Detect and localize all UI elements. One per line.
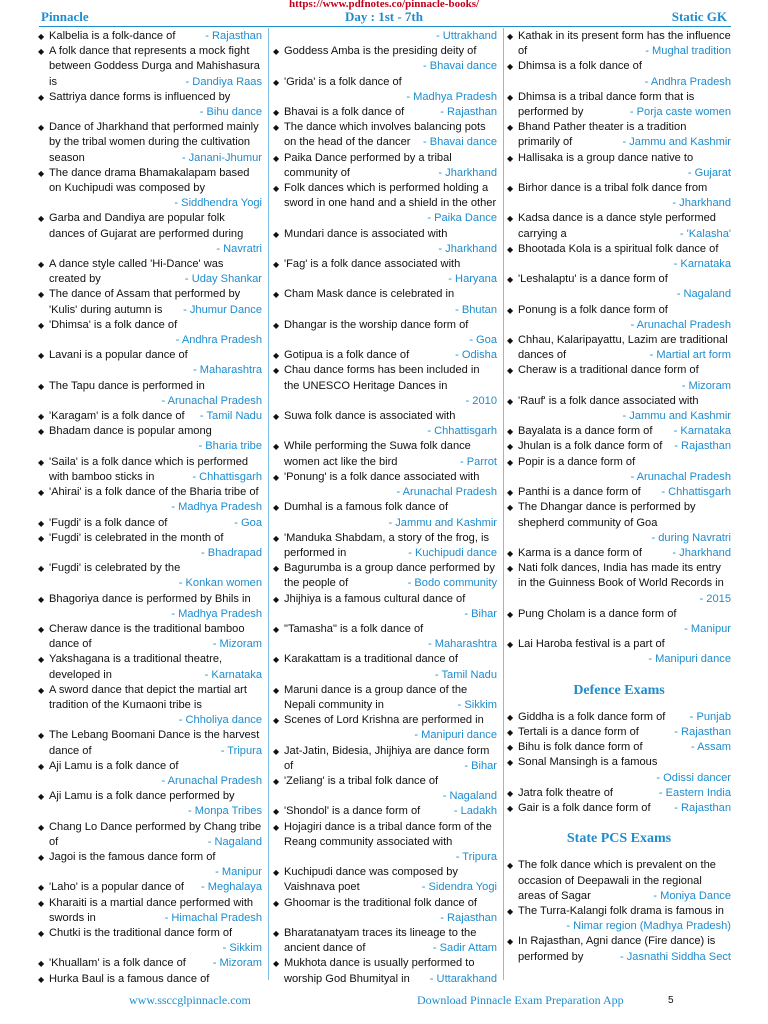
fact-question: Jatra folk theatre of (518, 786, 613, 799)
fact-question: The dance which involves balancing pots on the head of the dancer (284, 121, 486, 149)
fact-question: Kuchipudi dance was composed by Vaishnava poet (284, 866, 458, 894)
fact-item (273, 561, 497, 591)
fact-item (507, 904, 731, 934)
fact-item (38, 287, 262, 317)
fact-item (38, 166, 262, 212)
fact-question: The Tapu dance is performed in (49, 379, 205, 392)
fact-item (507, 786, 731, 801)
fact-answer: - Arunachal Pradesh (630, 470, 731, 483)
fact-question: 'Leshalaptu' is a dance form of (518, 273, 668, 286)
fact-question: Panthi is a dance form of (518, 486, 641, 499)
fact-item (38, 409, 262, 424)
fact-item (507, 561, 731, 607)
fact-answer: - Janani-Jhumur (181, 151, 262, 164)
fact-item (38, 29, 262, 44)
fact-question: Tertali is a dance form of (518, 725, 639, 738)
fact-question: Jhijhiya is a famous cultural dance of (284, 592, 466, 605)
fact-answer: - Jharkhand (438, 242, 497, 255)
fact-question: Cheraw is a traditional dance form of (518, 364, 699, 377)
fact-question: Dhimsa is a folk dance of (518, 60, 642, 73)
fact-answer: - Rajasthan (205, 30, 262, 42)
fact-item (507, 211, 731, 241)
fact-item (507, 546, 731, 561)
fact-item (507, 363, 731, 393)
fact-question: Chau dance forms has been included in the UNESCO Heritage Dances in (284, 364, 480, 392)
fact-question: Suwa folk dance is associated with (284, 410, 456, 423)
fact-answer: - Manipuri dance (648, 653, 731, 666)
fact-question: Nati folk dances, India has made its entry in the Guinness Book of World Records in (518, 562, 724, 590)
fact-answer: - Jasnathi Siddha Sect (619, 950, 731, 963)
fact-question: Birhor dance is a tribal folk dance from (518, 182, 708, 195)
fact-item (38, 683, 262, 729)
fact-answer: - Karnataka (673, 258, 731, 271)
fact-answer: - Konkan women (178, 577, 262, 590)
fact-question: Dance of Jharkhand that performed mainly by the tribal women during the cultivation season (49, 121, 259, 164)
fact-question: 'Fugdi' is a folk dance of (49, 516, 168, 529)
fact-question: Jagoi is the famous dance form of (49, 850, 216, 863)
fact-item (38, 424, 262, 454)
fact-answer: - Chhattisgarh (427, 425, 497, 438)
fact-question: Pung Cholam is a dance form of (518, 607, 677, 620)
fact-question: 'Rauf' is a folk dance associated with (518, 394, 699, 407)
fact-question: Bhand Pather theater is a tradition primarily of (518, 121, 687, 149)
fact-question: Jhulan is a folk dance form of (518, 440, 663, 453)
fact-question: Gotipua is a folk dance of (284, 349, 410, 362)
fact-item (38, 90, 262, 120)
fact-question: The dance of Assam that performed by 'Kulis' during autumn is (49, 288, 241, 316)
fact-question: 'Grida' is a folk dance of (284, 75, 402, 88)
fact-item (507, 242, 731, 272)
fact-answer: - Karnataka (204, 668, 262, 681)
fact-question: Sonal Mansingh is a famous (518, 756, 658, 769)
fact-item (273, 820, 497, 866)
fact-question: Goddess Amba is the presiding deity of (284, 45, 477, 58)
fact-answer: - Odisha (455, 349, 497, 362)
fact-answer: - Meghalaya (200, 881, 262, 894)
fact-question: 'Laho' is a popular dance of (49, 881, 184, 894)
fact-answer: - Arunachal Pradesh (396, 486, 497, 499)
fact-answer: - Manipuri dance (414, 729, 497, 742)
fact-question: Maruni dance is a group dance of the Nepali community in (284, 683, 468, 711)
column-3 (507, 29, 731, 965)
fact-question: Bagurumba is a group dance performed by the people of (284, 562, 495, 590)
fact-item (507, 394, 731, 424)
fact-item (273, 683, 497, 713)
fact-answer: - Goa (234, 516, 262, 529)
footer-app-link[interactable]: Download Pinnacle Exam Preparation App (417, 993, 624, 1007)
fact-answer: - Nagaland (676, 288, 731, 301)
fact-item (273, 29, 497, 44)
fact-item (38, 592, 262, 622)
fact-question: 'Karagam' is a folk dance of (49, 410, 185, 423)
fact-answer: - Tamil Nadu (199, 410, 262, 423)
fact-answer: - Paika Dance (427, 212, 497, 225)
fact-answer: - Sikkim (457, 698, 497, 711)
fact-question: Chang Lo Dance performed by Chang tribe of (49, 820, 262, 848)
fact-item (38, 531, 262, 561)
fact-question: While performing the Suwa folk dance women act like the bird (284, 440, 471, 468)
fact-question: 'Ponung' is a folk dance associated with (284, 470, 480, 483)
fact-item (38, 820, 262, 850)
fact-answer: - Ladakh (453, 805, 497, 818)
fact-item (507, 485, 731, 500)
fact-question: Lavani is a popular dance of (49, 349, 188, 362)
fact-answer: - Madhya Pradesh (406, 90, 497, 103)
fact-answer: - 2010 (465, 394, 497, 407)
fact-question: The Turra-Kalangi folk drama is famous in (518, 904, 724, 917)
fact-answer: - Jharkhand (672, 197, 731, 210)
fact-answer: - Bhutan (455, 303, 497, 316)
fact-question: Kathak in its present form has the influence of (518, 30, 731, 58)
fact-answer: - Odissi dancer (656, 771, 731, 784)
section-heading-pcs: State PCS Exams (566, 831, 672, 847)
fact-item (38, 652, 262, 682)
fact-question: Popir is a dance form of (518, 455, 636, 468)
header-rule (39, 26, 731, 27)
fact-item (507, 303, 731, 333)
fact-question: Chhau, Kalaripayattu, Lazim are traditional dances of (518, 334, 728, 362)
fact-item (273, 44, 497, 74)
fact-question: Dhangar is the worship dance form of (284, 318, 469, 331)
fact-item (507, 710, 731, 725)
fact-question: In Rajasthan, Agni dance (Fire dance) is performed by (518, 935, 716, 963)
fact-item (38, 485, 262, 515)
fact-answer: - Dandiya Raas (185, 75, 262, 88)
fact-answer: - Nagaland (442, 790, 497, 803)
fact-answer: - Porja caste women (629, 106, 731, 119)
fact-answer: - Arunachal Pradesh (161, 774, 262, 787)
fact-answer: - Monpa Tribes (188, 805, 262, 818)
fact-answer: - Rajasthan (674, 725, 731, 738)
fact-item (38, 44, 262, 90)
fact-item (507, 637, 731, 667)
fact-answer: - Bihar (464, 607, 497, 620)
fact-answer: - Bhavai dance (422, 136, 497, 149)
fact-question: Bhavai is a folk dance of (284, 106, 405, 119)
fact-answer: - during Navratri (651, 531, 731, 544)
fact-answer: - Haryana (448, 273, 497, 286)
fact-answer: - Jharkhand (438, 166, 497, 179)
fact-answer: - Manipur (215, 866, 262, 879)
fact-item (507, 272, 731, 302)
fact-question: 'Shondol' is a dance form of (284, 805, 421, 818)
fact-answer: - Chhattisgarh (192, 470, 262, 483)
fact-question: 'Ahirai' is a folk dance of the Bharia tribe of (49, 486, 259, 499)
fact-answer: - Sadir Attam (432, 942, 497, 955)
fact-item (38, 318, 262, 348)
fact-item (507, 607, 731, 637)
fact-answer: - Punjab (689, 710, 731, 723)
fact-item (38, 880, 262, 895)
fact-answer: - Chholiya dance (178, 714, 262, 727)
fact-item (38, 211, 262, 257)
fact-answer: - Bodo community (407, 577, 497, 590)
fact-item (273, 531, 497, 561)
fact-question: Aji Lamu is a folk dance of (49, 759, 179, 772)
fact-answer: - 'Kalasha' (679, 227, 731, 240)
fact-question: Gair is a folk dance form of (518, 801, 651, 814)
fact-item (507, 181, 731, 211)
fact-question: Karma is a dance form of (518, 546, 642, 559)
fact-question: Giddha is a folk dance form of (518, 710, 666, 723)
fact-item (507, 740, 731, 755)
fact-question: Karakattam is a traditional dance of (284, 653, 458, 666)
fact-item (38, 850, 262, 880)
fact-item (273, 896, 497, 926)
fact-answer: - Bihar (464, 759, 497, 772)
fact-question: Lai Haroba festival is a part of (518, 638, 665, 651)
fact-answer: - Maharashtra (192, 364, 262, 377)
fact-answer: - Uday Shankar (184, 273, 262, 286)
fact-question: A folk dance that represents a mock fight between Goddess Durga and Mahishasura is (49, 45, 260, 88)
fact-question: Kharaiti is a martial dance performed with swords in (49, 896, 254, 924)
fact-question: 'Saila' is a folk dance which is performed with bamboo sticks in (49, 455, 249, 483)
fact-question: Aji Lamu is a folk dance performed by (49, 790, 235, 803)
fact-item (507, 455, 731, 485)
fact-answer: - Goa (469, 334, 497, 347)
fact-item (38, 896, 262, 926)
fact-item (273, 652, 497, 682)
fact-question: Dumhal is a famous folk dance of (284, 501, 449, 514)
fact-item (38, 561, 262, 591)
fact-item (273, 956, 497, 986)
fact-answer: - Tripura (455, 850, 497, 863)
fact-question: Kalbelia is a folk-dance of (49, 30, 176, 42)
fact-question: Hurka Baul is a famous dance of (49, 972, 210, 985)
fact-answer: - Siddhendra Yogi (174, 197, 262, 210)
fact-item (273, 181, 497, 227)
fact-item (38, 120, 262, 166)
fact-answer: - Rajasthan (674, 440, 731, 453)
fact-answer: - Parrot (460, 455, 497, 468)
fact-answer: - Manipur (684, 622, 731, 635)
fact-item (38, 926, 262, 956)
fact-question: 'Dhimsa' is a folk dance of (49, 318, 178, 331)
fact-question: Sattriya dance forms is influenced by (49, 90, 231, 103)
fact-answer: - 2015 (699, 592, 731, 605)
fact-item (38, 789, 262, 819)
subject-label: Static GK (671, 9, 727, 24)
footer-website-link[interactable]: www.ssccglpinnacle.com (129, 993, 251, 1007)
fact-question: Bayalata is a dance form of (518, 425, 653, 438)
fact-item (38, 759, 262, 789)
fact-answer: - Arunachal Pradesh (161, 394, 262, 407)
fact-item (273, 75, 497, 105)
fact-item (507, 858, 731, 904)
fact-question: "Tamasha" is a folk dance of (284, 622, 424, 635)
fact-question: Ponung is a folk dance form of (518, 303, 668, 316)
fact-item (507, 90, 731, 120)
fact-item (273, 409, 497, 439)
fact-item (38, 257, 262, 287)
fact-answer: - Madhya Pradesh (171, 501, 262, 514)
fact-question: 'Fugdi' is celebrated by the (49, 562, 181, 575)
fact-answer: - Jammu and Kashmir (622, 136, 731, 149)
fact-answer: - Rajasthan (440, 106, 497, 119)
fact-question: Paika Dance performed by a tribal community of (284, 151, 452, 179)
fact-item (273, 500, 497, 530)
fact-item (273, 318, 497, 348)
fact-answer: - Jammu and Kashmir (388, 516, 497, 529)
fact-item (507, 934, 731, 964)
column-2 (273, 29, 497, 987)
fact-answer: - Bhadrapad (200, 546, 262, 559)
fact-answer: - Jharkhand (672, 546, 731, 559)
fact-question: Hallisaka is a group dance native to (518, 151, 694, 164)
fact-item (273, 592, 497, 622)
column-1 (38, 29, 262, 987)
fact-question: Ghoomar is the traditional folk dance of (284, 896, 478, 909)
fact-answer: - Kuchipudi dance (408, 546, 497, 559)
column-divider (503, 28, 504, 980)
fact-answer: - Mizoram (212, 638, 262, 651)
fact-item (507, 725, 731, 740)
fact-question: Scenes of Lord Krishna are performed in (284, 714, 484, 727)
fact-question: Folk dances which is performed holding a sword in one hand and a shield in the other (284, 182, 497, 210)
fact-question: Garba and Dandiya are popular folk dances of Gujarat are performed during (49, 212, 244, 240)
fact-answer: - Gujarat (687, 166, 731, 179)
fact-answer: - Tamil Nadu (434, 668, 497, 681)
fact-answer: - Navratri (216, 242, 262, 255)
fact-item (507, 151, 731, 181)
fact-question: Cham Mask dance is celebrated in (284, 288, 455, 301)
fact-answer: - Nimar region (Madhya Pradesh) (566, 920, 731, 933)
fact-item (273, 713, 497, 743)
fact-item (273, 470, 497, 500)
fact-answer: - Mizoram (212, 957, 262, 970)
fact-answer: - Himachal Pradesh (164, 911, 262, 924)
fact-item (273, 287, 497, 317)
fact-question: Mundari dance is associated with (284, 227, 448, 240)
fact-answer: - Maharashtra (427, 638, 497, 651)
fact-answer: - Arunachal Pradesh (630, 318, 731, 331)
fact-item (273, 804, 497, 819)
fact-item (273, 105, 497, 120)
fact-answer: - Karnataka (673, 425, 731, 438)
fact-question: 'Fugdi' is celebrated in the month of (49, 531, 224, 544)
source-url[interactable]: https://www.pdfnotes.co/pinnacle-books/ (288, 0, 480, 10)
day-label: Day : 1st - 7th (345, 9, 423, 24)
page-number: 5 (668, 995, 674, 1006)
fact-item (273, 227, 497, 257)
fact-answer: - Uttarakhand (429, 972, 497, 985)
fact-answer: - Moniya Dance (653, 889, 731, 902)
fact-item (273, 439, 497, 469)
fact-question: Mukhota dance is usually performed to worship God Bhumityal in (284, 957, 475, 985)
fact-item (273, 926, 497, 956)
fact-item (273, 865, 497, 895)
fact-item (38, 728, 262, 758)
fact-answer: - Tripura (220, 744, 262, 757)
fact-answer: - Chhattisgarh (661, 486, 731, 499)
fact-answer: - Bihu dance (199, 106, 262, 119)
fact-question: Dhimsa is a tribal dance form that is performed by (518, 90, 695, 119)
fact-item (38, 972, 262, 987)
fact-answer: - Bharia tribe (198, 440, 262, 453)
fact-item (507, 755, 731, 785)
fact-question: Bihu is folk dance form of (518, 741, 643, 754)
fact-question: The Lebang Boomani Dance is the harvest dance of (49, 729, 260, 757)
fact-question: The Dhangar dance is performed by shepherd community of Goa (518, 501, 696, 529)
fact-item (507, 59, 731, 89)
fact-item (38, 455, 262, 485)
fact-item (273, 257, 497, 287)
fact-question: Kadsa dance is a dance style performed carrying a (518, 212, 716, 240)
fact-question: Bhootada Kola is a spiritual folk dance of (518, 242, 719, 255)
fact-answer: - Sidendra Yogi (421, 881, 497, 894)
fact-item (273, 744, 497, 774)
fact-question: Cheraw dance is the traditional bamboo dance of (49, 622, 245, 651)
fact-question: The folk dance which is prevalent on the occasion of Deepawali in the regional areas of Sagar (518, 859, 716, 902)
fact-question: 'Fag' is a folk dance associated with (284, 258, 461, 271)
fact-answer: - Jammu and Kashmir (622, 410, 731, 423)
fact-item (38, 622, 262, 652)
fact-item (507, 29, 731, 59)
fact-answer: - Madhya Pradesh (171, 607, 262, 620)
fact-answer: - Bhavai dance (422, 60, 497, 73)
fact-question: 'Khuallam' is a folk dance of (49, 957, 186, 970)
fact-answer: - Andhra Pradesh (175, 334, 262, 347)
fact-question: Bharatanatyam traces its lineage to the ancient dance of (284, 926, 477, 955)
fact-item (273, 774, 497, 804)
fact-answer: - Assam (690, 741, 731, 754)
fact-item (273, 622, 497, 652)
fact-question: Bhadam dance is popular among (49, 425, 212, 438)
fact-answer: - Jhumur Dance (183, 303, 262, 316)
fact-item (273, 363, 497, 409)
section-heading-defence: Defence Exams (573, 682, 665, 698)
fact-answer: - Rajasthan (674, 801, 731, 814)
fact-question: Hojagiri dance is a tribal dance form of the Reang community associated with (284, 820, 492, 848)
fact-item (507, 439, 731, 454)
fact-question: Yakshagana is a traditional theatre, developed in (49, 653, 223, 681)
fact-item (507, 801, 731, 816)
fact-item (38, 379, 262, 409)
fact-answer: - Rajasthan (440, 911, 497, 924)
fact-answer: - Martial art form (649, 349, 731, 362)
fact-answer: - Eastern India (658, 786, 731, 799)
fact-item (273, 348, 497, 363)
fact-question: A sword dance that depict the martial art tradition of the Kumaoni tribe is (49, 683, 247, 711)
fact-item (273, 120, 497, 150)
fact-item (38, 516, 262, 531)
fact-answer: - Mizoram (681, 379, 731, 392)
fact-item (507, 424, 731, 439)
fact-item (507, 333, 731, 363)
brand-label: Pinnacle (41, 9, 89, 24)
fact-question: Bhagoriya dance is performed by Bhils in (49, 592, 251, 605)
fact-question: A dance style called 'Hi-Dance' was created by (49, 258, 224, 286)
column-divider (268, 28, 269, 980)
fact-question: The dance drama Bhamakalapam based on Kuchipudi was composed by (49, 166, 250, 195)
fact-answer: - Uttrakhand (435, 30, 497, 42)
fact-answer: - Mughal tradition (645, 45, 731, 58)
fact-answer: - Nagaland (207, 835, 262, 848)
fact-item (273, 151, 497, 181)
fact-question: Chutki is the traditional dance form of (49, 926, 233, 939)
fact-question: 'Manduka Shabdam, a story of the frog, is performed in (284, 531, 489, 559)
fact-question: 'Zeliang' is a tribal folk dance of (284, 774, 439, 787)
fact-answer: - Sikkim (222, 942, 262, 955)
fact-question: Jat-Jatin, Bidesia, Jhijhiya are dance form of (284, 744, 490, 772)
fact-answer: - Andhra Pradesh (644, 75, 731, 88)
fact-item (507, 500, 731, 546)
fact-item (507, 120, 731, 150)
fact-item (38, 348, 262, 378)
fact-item (38, 956, 262, 971)
